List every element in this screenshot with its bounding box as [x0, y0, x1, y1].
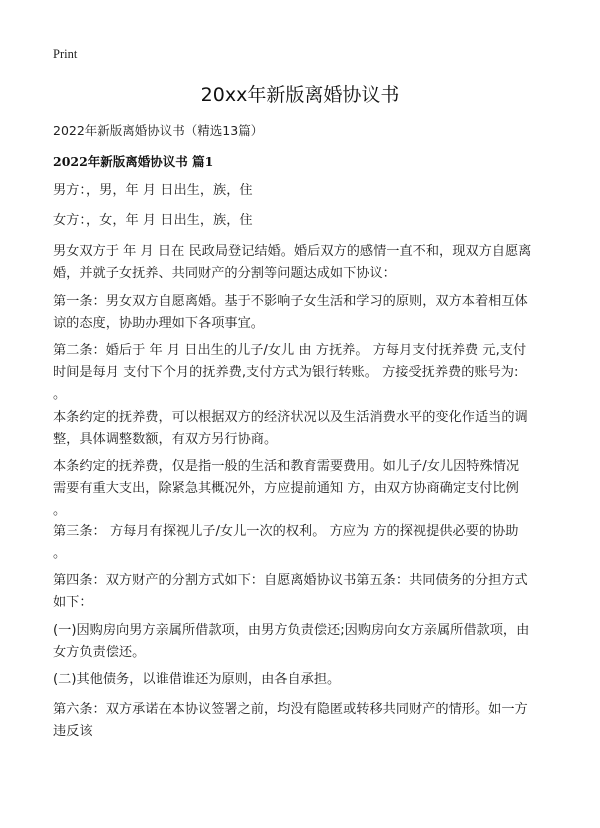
paragraph-line: 本条约定的抚养费，可以根据双方的经济状况以及生活消费水平的变化作适当的调	[53, 410, 528, 425]
paragraph-line: 男女双方于 年 月 日在 民政局登记结婚。婚后双方的感情一直不和，现双方自愿离	[53, 244, 532, 259]
paragraph-line: 第一条：男女双方自愿离婚。基于不影响子女生活和学习的原则，双方本着相互体	[53, 294, 528, 309]
paragraph-line: 如下：	[53, 595, 93, 610]
paragraph-line: 违反该	[53, 724, 93, 739]
paragraph-line: 需要有重大支出，除紧急其概况外，方应提前通知 方，由双方协商确定支付比例	[53, 481, 519, 496]
paragraph-line: 。	[53, 546, 67, 561]
paragraph-article-3	[53, 521, 558, 565]
paragraph-line: 时间是每月 支付下个月的抚养费,支付方式为银行转账。 方接受抚养费的账号为:	[53, 365, 519, 380]
paragraph-support-scope	[53, 456, 558, 522]
paragraph-line: (一)因购房向男方亲属所借款项，由男方负责偿还;因购房向女方亲属所借款项，由	[53, 623, 530, 638]
paragraph-line: 第二条：婚后于 年 月 日出生的儿子/女儿 由 方抚养。 方每月支付抚养费 元,支付	[53, 343, 527, 358]
paragraph-line: 女方负责偿还。	[53, 645, 146, 660]
paragraph-article-6	[53, 699, 558, 743]
paragraph-line: 女方：，女，年 月 日出生，族，住	[53, 213, 253, 228]
paragraph-line: 。	[53, 387, 67, 402]
paragraph-line: 。	[53, 503, 67, 518]
paragraph-husband-info	[53, 180, 558, 202]
paragraph-support-adjust	[53, 407, 558, 451]
paragraph-article-1	[53, 291, 558, 335]
paragraph-article-2	[53, 340, 558, 406]
document-subtitle: 2022年新版离婚协议书（精选13篇）	[53, 123, 264, 138]
paragraph-line: 婚，并就子女抚养、共同财产的分割等问题达成如下协议：	[53, 266, 396, 281]
paragraph-intro	[53, 241, 558, 285]
paragraph-line: (二)其他债务，以谁借谁还为原则，由各自承担。	[53, 672, 341, 687]
paragraph-line: 谅的态度，协助办理如下各项事宜。	[53, 316, 264, 331]
section-heading: 2022年新版离婚协议书 篇1	[53, 154, 214, 169]
paragraph-line: 第六条：双方承诺在本协议签署之前，均没有隐匿或转移共同财产的情形。如一方	[53, 702, 528, 717]
paragraph-debt-1	[53, 620, 558, 664]
paragraph-line: 第三条： 方每月有探视儿子/女儿一次的权利。 方应为 方的探视提供必要的协助	[53, 524, 519, 539]
paragraph-article-4	[53, 570, 558, 614]
page-title: 20xx年新版离婚协议书	[200, 84, 400, 106]
paragraph-line: 整，具体调整数额，有双方另行协商。	[53, 432, 278, 447]
paragraph-line: 男方：，男，年 月 日出生，族，住	[53, 183, 253, 198]
paragraph-debt-2	[53, 669, 558, 691]
paragraph-wife-info	[53, 210, 558, 232]
paragraph-line: 第四条：双方财产的分割方式如下：自愿离婚协议书第五条：共同债务的分担方式	[53, 573, 528, 588]
paragraph-line: 本条约定的抚养费，仅是指一般的生活和教育需要费用。如儿子/女儿因特殊情况	[53, 459, 520, 474]
print-link[interactable]: Print	[53, 47, 78, 61]
